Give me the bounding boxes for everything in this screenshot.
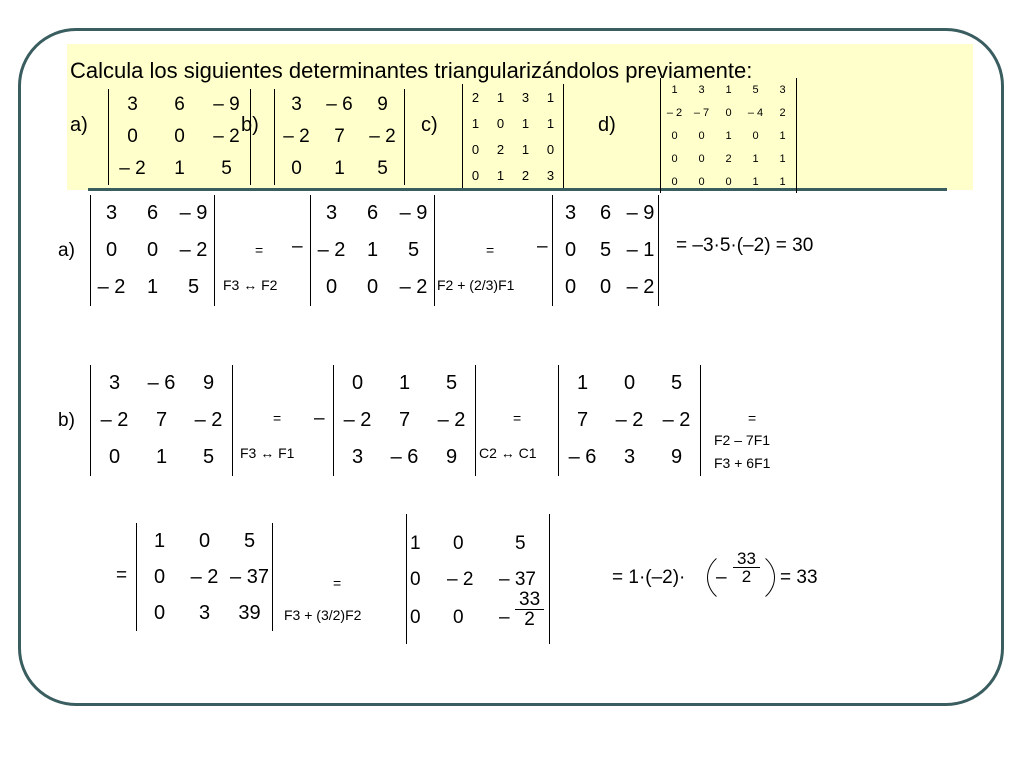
problem-label-d: d) [598, 114, 616, 136]
matrix-cell: 0 [623, 372, 636, 394]
matrix-cell: 1 [496, 167, 505, 183]
matrix-cell: 1 [334, 158, 345, 179]
problem-a-matrix [108, 89, 251, 185]
matrix-cell: – 2 [615, 409, 644, 431]
solution-b-equals-4: = [116, 565, 128, 586]
matrix-cell: 5 [202, 446, 215, 468]
matrix-cell: 5 [243, 529, 256, 552]
matrix-cell: – 2 [213, 126, 240, 147]
matrix-cell: 1 [671, 83, 678, 96]
fraction-denominator: 2 [524, 609, 535, 630]
m5-cell-2-2: – 2 [447, 569, 474, 590]
matrix-cell: 3 [108, 372, 121, 394]
fraction-numerator: 33 [515, 590, 544, 610]
matrix-cell: 6 [599, 202, 612, 224]
solution-b-equals-2: = [513, 410, 522, 426]
solution-a-equals-1: = [255, 242, 264, 258]
matrix-row [91, 232, 214, 269]
matrix-cell: 3 [198, 601, 211, 624]
matrix-cell: – 2 [437, 409, 466, 431]
matrix-cell: – 2 [626, 276, 655, 298]
m5-cell-1-1: 1 [410, 533, 421, 554]
matrix-cell: – 2 [100, 409, 129, 431]
m5-cell-3-3-fraction [515, 590, 544, 629]
problem-b-matrix [274, 89, 405, 185]
matrix-cell: – 9 [179, 202, 208, 224]
matrix-cell: 5 [599, 239, 612, 261]
matrix-row [91, 269, 214, 306]
solution-b-equals-1: = [273, 410, 282, 426]
matrix-row [109, 121, 250, 153]
solution-a-matrix-2 [310, 195, 435, 306]
matrix-cell: 7 [334, 126, 345, 147]
matrix-cell: – 2 [666, 106, 683, 119]
matrix-cell: 1 [779, 152, 786, 165]
matrix-cell: – 2 [317, 239, 346, 261]
matrix-cell: 0 [546, 141, 555, 157]
matrix-cell: – 2 [190, 565, 219, 588]
matrix-cell: 5 [752, 83, 759, 96]
solution-b-operation-5: F3 + (3/2)F2 [284, 607, 362, 623]
matrix-cell: – 2 [119, 158, 146, 179]
matrix-row [463, 136, 563, 162]
matrix-cell: 1 [752, 152, 759, 165]
matrix-cell: 5 [670, 372, 683, 394]
matrix-cell: 6 [146, 202, 159, 224]
matrix-cell: 1 [521, 141, 530, 157]
solution-a-result: = –3·5·(–2) = 30 [676, 235, 814, 256]
result-fraction-denominator: 2 [741, 567, 752, 586]
matrix-cell: 0 [105, 239, 118, 261]
solution-b-operation-3a: F2 – 7F1 [714, 432, 771, 448]
matrix-cell: 5 [407, 239, 420, 261]
matrix-cell: 0 [366, 276, 379, 298]
matrix-cell: – 6 [390, 446, 419, 468]
matrix-row [661, 101, 796, 124]
matrix-row [311, 195, 434, 232]
matrix-row [91, 439, 232, 476]
solution-label-b: b) [58, 410, 75, 431]
problem-d-matrix [660, 78, 797, 193]
matrix-row [463, 110, 563, 136]
matrix-row [463, 162, 563, 188]
matrix-cell: – 2 [194, 409, 223, 431]
solution-b-result-suffix: = 33 [780, 567, 818, 588]
solution-b-result-prefix: = 1·(–2)· [612, 567, 686, 588]
solution-a-sign-2: – [292, 236, 303, 257]
matrix-cell: 1 [366, 239, 379, 261]
matrix-cell: 9 [445, 446, 458, 468]
matrix-cell: 0 [725, 175, 732, 188]
matrix-cell: 2 [779, 106, 786, 119]
matrix-cell: 0 [599, 276, 612, 298]
matrix-cell: 9 [377, 94, 388, 115]
matrix-row [553, 269, 658, 306]
matrix-cell: 7 [155, 409, 168, 431]
matrix-cell: 1 [398, 372, 411, 394]
matrix-cell: 2 [725, 152, 732, 165]
matrix-cell: 1 [779, 129, 786, 142]
matrix-cell: 2 [496, 141, 505, 157]
matrix-cell: 0 [698, 175, 705, 188]
solution-a-sign-3: – [537, 236, 548, 257]
solution-b-operation-2: C2 ↔ C1 [479, 445, 537, 461]
m5-cell-3-1: 0 [410, 607, 421, 628]
matrix-cell: – 37 [230, 565, 269, 588]
matrix-row [661, 147, 796, 170]
matrix-cell: – 1 [626, 239, 655, 261]
matrix-cell: 1 [471, 115, 480, 131]
matrix-cell: 9 [202, 372, 215, 394]
matrix-cell: – 9 [399, 202, 428, 224]
matrix-cell: 0 [564, 239, 577, 261]
matrix-cell: 2 [471, 89, 480, 105]
matrix-row [661, 124, 796, 147]
matrix-cell: – 2 [283, 126, 310, 147]
matrix-cell: 0 [153, 565, 166, 588]
matrix-row [311, 232, 434, 269]
matrix-cell: 0 [351, 372, 364, 394]
matrix-row [137, 595, 272, 631]
solution-a-matrix-3 [552, 195, 659, 306]
matrix-cell: 3 [623, 446, 636, 468]
matrix-row [463, 84, 563, 110]
matrix-cell: 1 [174, 158, 185, 179]
solution-b-operation-3b: F3 + 6F1 [714, 455, 771, 471]
matrix-cell: 3 [698, 83, 705, 96]
matrix-row [559, 365, 700, 402]
matrix-cell: 1 [521, 115, 530, 131]
m5-cell-3-2: 0 [453, 607, 464, 628]
matrix-cell: 0 [671, 175, 678, 188]
result-paren-fraction [733, 550, 760, 585]
matrix-cell: 1 [576, 372, 589, 394]
matrix-cell: – 2 [369, 126, 396, 147]
matrix-cell: – 6 [568, 446, 597, 468]
problem-c-matrix [462, 84, 564, 188]
matrix-cell: 0 [698, 152, 705, 165]
matrix-row [109, 153, 250, 185]
matrix-row [109, 89, 250, 121]
matrix-row [275, 153, 404, 185]
matrix-cell: 0 [671, 129, 678, 142]
matrix-cell: 0 [174, 126, 185, 147]
m5-cell-3-3-sign: – [499, 607, 510, 628]
matrix-row [559, 402, 700, 439]
matrix-cell: 1 [546, 115, 555, 131]
matrix-cell: 0 [471, 141, 480, 157]
m5-cell-2-3: – 37 [499, 569, 536, 590]
matrix-cell: 0 [127, 126, 138, 147]
matrix-cell: 7 [576, 409, 589, 431]
result-fraction-numerator: 33 [733, 550, 760, 568]
solution-b-operation-1: F3 ↔ F1 [240, 445, 295, 461]
problem-label-c: c) [421, 114, 438, 136]
matrix-cell: 5 [187, 276, 200, 298]
matrix-cell: 0 [146, 239, 159, 261]
matrix-cell: 0 [471, 167, 480, 183]
matrix-cell: 3 [105, 202, 118, 224]
matrix-cell: 3 [127, 94, 138, 115]
solution-b-matrix-4 [136, 523, 273, 631]
solution-a-operation-1: F3 ↔ F2 [223, 277, 278, 293]
matrix-cell: 1 [153, 529, 166, 552]
solution-label-a: a) [58, 240, 75, 261]
matrix-cell: – 2 [662, 409, 691, 431]
matrix-row [334, 365, 475, 402]
matrix-cell: 1 [546, 89, 555, 105]
matrix-row [553, 232, 658, 269]
m5-cell-1-3: 5 [515, 533, 526, 554]
matrix-row [334, 402, 475, 439]
matrix-cell: 3 [521, 89, 530, 105]
solution-a-equals-2: = [486, 242, 495, 258]
matrix-cell: 1 [752, 175, 759, 188]
matrix-row [275, 89, 404, 121]
matrix-cell: 7 [398, 409, 411, 431]
exercise-title: Calcula los siguientes determinantes triangularizándolos previamente: [70, 58, 753, 83]
matrix-cell: 0 [108, 446, 121, 468]
matrix-cell: – 2 [343, 409, 372, 431]
matrix-row [91, 195, 214, 232]
matrix-cell: 1 [155, 446, 168, 468]
m5-cell-2-1: 0 [410, 569, 421, 590]
matrix-row [311, 269, 434, 306]
matrix-cell: 5 [221, 158, 232, 179]
matrix-cell: – 9 [213, 94, 240, 115]
matrix-cell: 0 [671, 152, 678, 165]
matrix-cell: 1 [725, 129, 732, 142]
matrix-cell: 3 [291, 94, 302, 115]
solution-a-matrix-1 [90, 195, 215, 306]
solution-b-matrix-2 [333, 365, 476, 476]
solution-b-equals-3: = [748, 410, 757, 426]
matrix-cell: 0 [325, 276, 338, 298]
matrix-row [137, 523, 272, 559]
matrix-row [334, 439, 475, 476]
solution-b-equals-5: = [333, 575, 342, 591]
matrix-cell: 0 [752, 129, 759, 142]
matrix-cell: – 6 [326, 94, 353, 115]
matrix-cell: 0 [291, 158, 302, 179]
matrix-cell: – 2 [97, 276, 126, 298]
matrix-row [661, 78, 796, 101]
divider-line [88, 188, 947, 191]
matrix-cell: 3 [351, 446, 364, 468]
matrix-cell: – 2 [179, 239, 208, 261]
solution-b-sign-2: – [314, 408, 325, 429]
matrix-row [137, 559, 272, 595]
matrix-cell: – 4 [747, 106, 764, 119]
matrix-cell: 5 [377, 158, 388, 179]
matrix-cell: 0 [725, 106, 732, 119]
matrix-row [553, 195, 658, 232]
problem-label-b: b) [241, 114, 259, 136]
matrix-cell: – 6 [147, 372, 176, 394]
matrix-row [91, 402, 232, 439]
matrix-cell: 1 [496, 89, 505, 105]
m5-cell-1-2: 0 [453, 533, 464, 554]
matrix-cell: – 2 [399, 276, 428, 298]
matrix-cell: 2 [521, 167, 530, 183]
matrix-row [559, 439, 700, 476]
matrix-row [661, 170, 796, 193]
matrix-cell: 0 [564, 276, 577, 298]
matrix-cell: 0 [698, 129, 705, 142]
matrix-cell: 3 [564, 202, 577, 224]
matrix-row [91, 365, 232, 402]
solution-b-matrix-3 [558, 365, 701, 476]
matrix-cell: 3 [779, 83, 786, 96]
matrix-cell: 9 [670, 446, 683, 468]
matrix-cell: 1 [779, 175, 786, 188]
matrix-cell: 6 [174, 94, 185, 115]
matrix-cell: 5 [445, 372, 458, 394]
matrix-cell: 0 [198, 529, 211, 552]
matrix-cell: – 9 [626, 202, 655, 224]
matrix-cell: 1 [725, 83, 732, 96]
matrix-cell: 6 [366, 202, 379, 224]
matrix-cell: 0 [153, 601, 166, 624]
solution-b-matrix-1 [90, 365, 233, 476]
matrix-cell: 3 [325, 202, 338, 224]
matrix-cell: – 7 [693, 106, 710, 119]
solution-a-operation-2: F2 + (2/3)F1 [437, 277, 515, 293]
matrix-cell: 39 [238, 601, 261, 624]
matrix-cell: 0 [496, 115, 505, 131]
result-paren-sign: – [716, 567, 727, 588]
matrix-cell: 3 [546, 167, 555, 183]
matrix-cell: 1 [146, 276, 159, 298]
solution-b-matrix-5 [406, 514, 550, 644]
problem-label-a: a) [70, 114, 88, 136]
matrix-row [275, 121, 404, 153]
